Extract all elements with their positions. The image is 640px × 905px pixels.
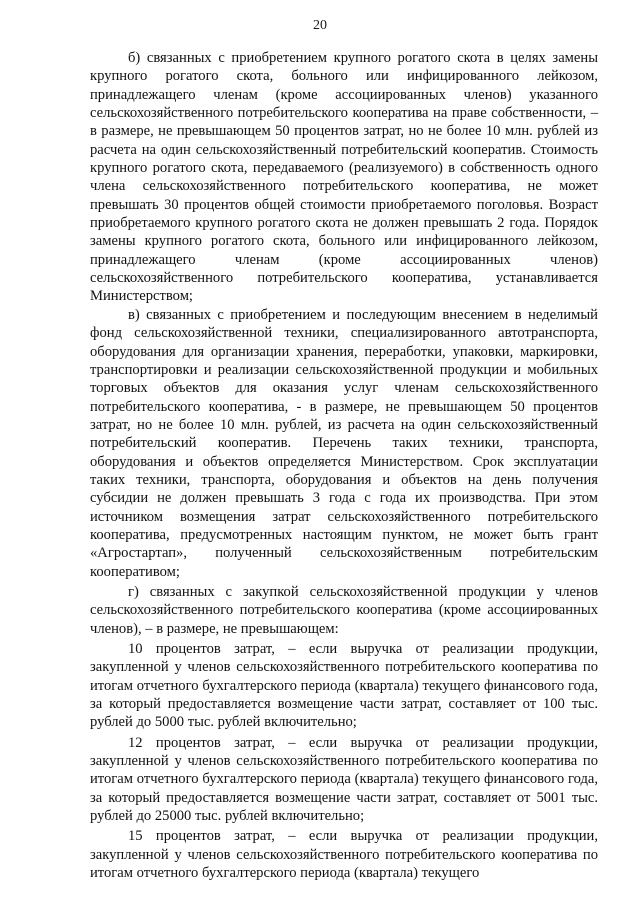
document-body	[90, 49, 598, 882]
paragraph-g: г) связанных с закупкой сельскохозяйственной продукции у членов сельскохозяйственного потребительского кооператива (кроме ассоциированных членов), – в размере, не превышающем:	[90, 583, 598, 637]
paragraph-b: б) связанных с приобретением крупного рогатого скота в целях замены крупного рогатого скота, больного или инфицированного лейкозом, принадлежащего членам (кроме ассоциированных членов) указанного сельскохозяйственного потребительского кооператива на праве собственности, – в размере, не превышающем 50 процентов затрат, но не более 10 млн. рублей из расчета на один сельскохозяйственный потребительский кооператив. Стоимость крупного рогатого скота, передаваемого (реализуемого) в собственность одного члена сельскохозяйственного потребительского кооператива, не может превышать 30 процентов общей стоимости приобретаемого поголовья. Возраст приобретаемого крупного рогатого скота не должен превышать 2 года. Порядок замены крупного рогатого скота, больного или инфицированного лейкозом, принадлежащего членам (кроме ассоциированных членов) сельскохозяйственного потребительского кооператива, устанавливается Министерством;	[90, 50, 598, 305]
page-number: 20	[313, 18, 327, 33]
paragraph-10-percent: 10 процентов затрат, – если выручка от реализации продукции, закупленной у членов сельскохозяйственного потребительского кооператива по итогам отчетного бухгалтерского периода (квартала) текущего финансового года, за который предоставляется возмещение части затрат, составляет от 100 тыс. рублей до 5000 тыс. рублей включительно;	[90, 641, 598, 731]
paragraph-12-percent: 12 процентов затрат, – если выручка от реализации продукции, закупленной у членов сельскохозяйственного потребительского кооператива по итогам отчетного бухгалтерского периода (квартала) текущего финансового года, за который предоставляется возмещение части затрат, составляет от 5001 тыс. рублей до 25000 тыс. рублей включительно;	[90, 734, 598, 825]
paragraph-15-percent: 15 процентов затрат, – если выручка от реализации продукции, закупленной у членов сельскохозяйственного потребительского кооператива по итогам отчетного бухгалтерского периода (квартала) текущего	[90, 828, 598, 882]
paragraph-v: в) связанных с приобретением и последующим внесением в неделимый фонд сельскохозяйственной техники, специализированного автотранспорта, оборудования для организации хранения, переработки, упаковки, маркировки, транспортировки и реализации сельскохозяйственной продукции и мобильных торговых объектов для оказания услуг членам сельскохозяйственного потребительского кооператива, - в размере, не превышающем 50 процентов затрат, но не более 10 млн. рублей, из расчета на один сельскохозяйственный потребительский кооператив. Перечень таких техники, транспорта, оборудования и объектов определяется Министерством. Срок эксплуатации таких техники, транспорта, оборудования и объектов на день получения субсидии не должен превышать 3 года с года их производства. При этом источником возмещения затрат сельскохозяйственного потребительского кооператива, предусмотренных настоящим пунктом, не может быть грант «Агростартап», полученный сельскохозяйственным потребительским кооперативом;	[90, 306, 598, 580]
